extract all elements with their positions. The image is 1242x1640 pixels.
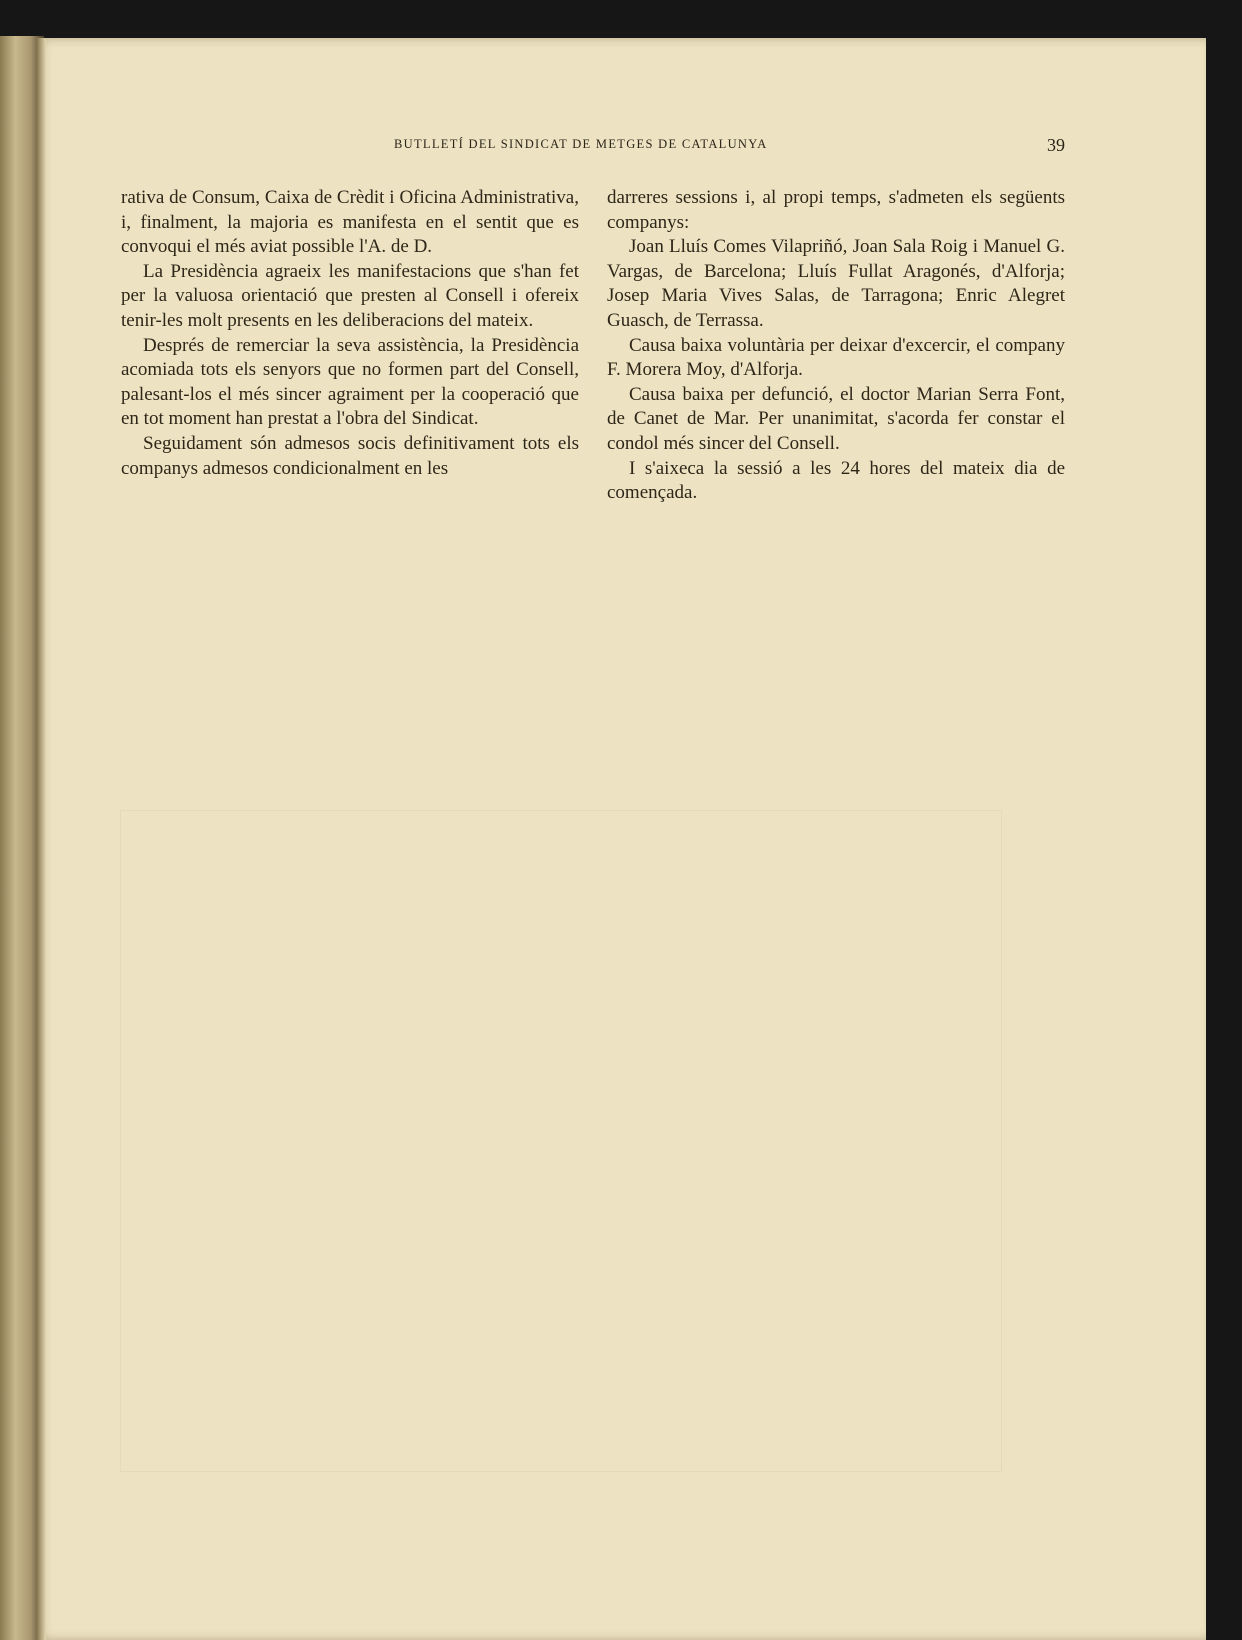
left-column [121,186,579,481]
paragraph: rativa de Consum, Caixa de Crèdit i Oficina Administrativa, i, finalment, la majoria es manifesta en el sentit que es convoqui el més aviat possible l'A. de D. [121,187,579,258]
paragraph: Causa baixa per defunció, el doctor Marian Serra Font, de Canet de Mar. Per unanimitat, s'acorda fer constar el condol més sincer del Consell. [607,383,1065,454]
right-column [607,186,1065,506]
paragraph: I s'aixeca la sessió a les 24 hores del mateix dia de començada. [607,457,1065,504]
running-head: BUTLLETÍ DEL SINDICAT DE METGES DE CATALUNYA [394,137,768,151]
page-edge-shadow [36,38,46,1640]
bleed-through-area [120,810,1002,1472]
paragraph: Joan Lluís Comes Vilapriñó, Joan Sala Roig i Manuel G. Vargas, de Barcelona; Lluís Fullat Aragonés, d'Alforja; Josep Maria Vives Salas, de Tarragona; Enric Alegret Guasch, de Terrassa. [607,236,1065,331]
paragraph: darreres sessions i, al propi temps, s'admeten els següents companys: [607,187,1065,233]
page-number: 39 [1047,135,1065,155]
paragraph: La Presidència agraeix les manifestacions que s'han fet per la valuosa orientació que presten al Consell i ofereix tenir-les molt presents en les deliberacions del mateix. [121,260,579,331]
paragraph: Causa baixa voluntària per deixar d'excercir, el company F. Morera Moy, d'Alforja. [607,334,1065,381]
paragraph: Després de remerciar la seva assistència, la Presidència acomiada tots els senyors que no formen part del Consell, palesant-los el més sincer agraiment per la cooperació que en tot moment han prestat a l'obra del Sindicat. [121,334,579,430]
paragraph: Seguidament són admesos socis definitivament tots els companys admesos condicionalment en les [121,432,579,479]
